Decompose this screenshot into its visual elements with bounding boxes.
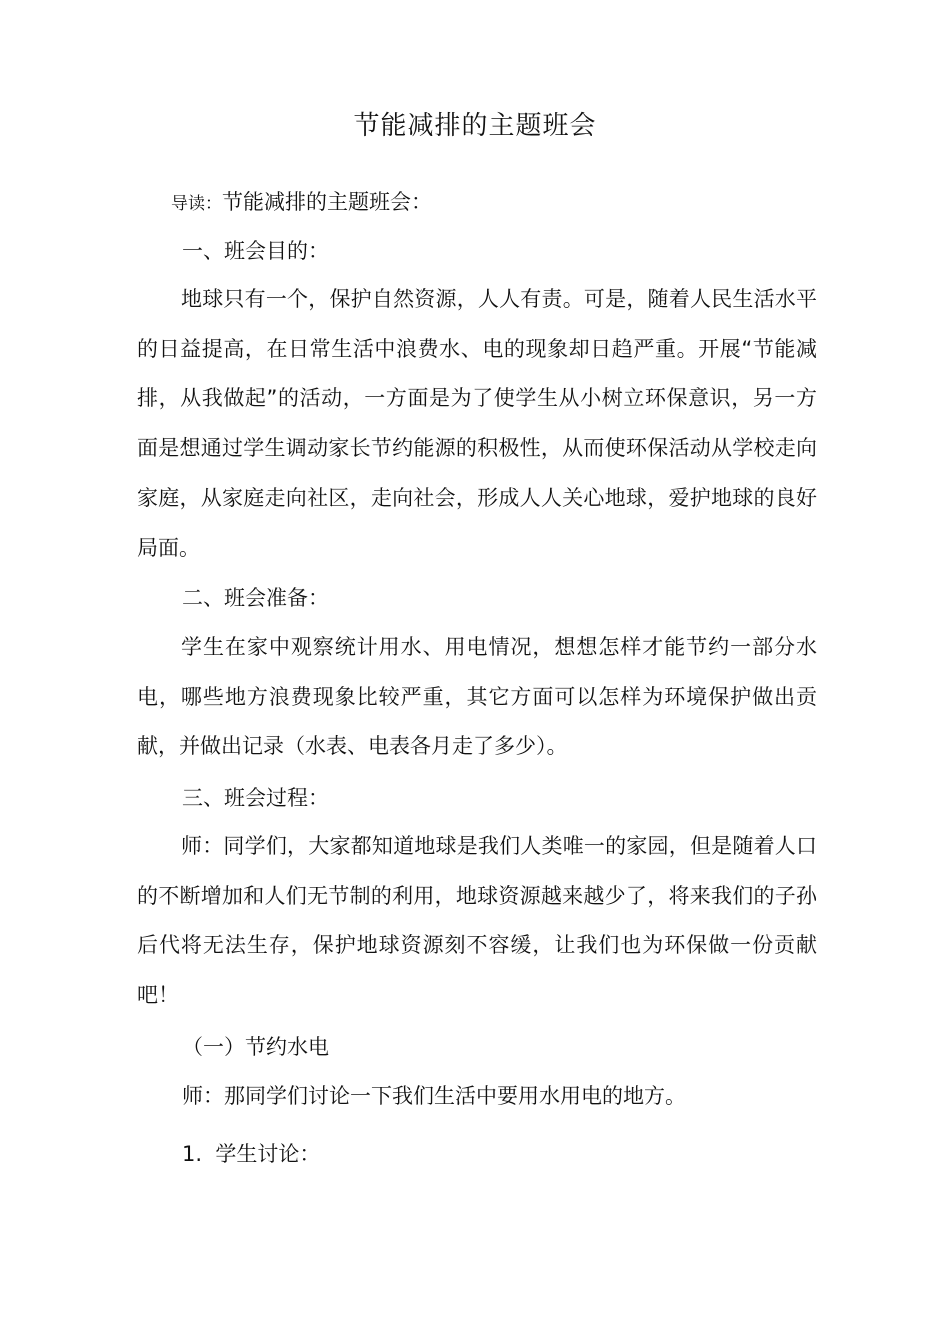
section3-paragraph: 师：同学们，大家都知道地球是我们人类唯一的家园，但是随着人口的不断增加和人们无节制的利用，地球资源越来越少了，将来我们的子孙后代将无法生存，保护地球资源刻不容缓，让我们也为环保做一份贡献吧！ [137,834,817,1008]
teacher-line: 师：那同学们讨论一下我们生活中要用水用电的地方。 [182,1084,686,1108]
section2-heading: 二、班会准备： [182,586,329,610]
intro-line [171,184,432,222]
section1-paragraph: 地球只有一个，保护自然资源，人人有责。可是，随着人民生活水平的日益提高，在日常生活中浪费水、电的现象却日趋严重。开展“节能减排，从我做起”的活动，一方面是为了使学生从小树立环保意识，另一方面是想通过学生调动家长节约能源的积极性，从而使环保活动从学校走向家庭，从家庭走向社区，走向社会，形成人人关心地球，爱护地球的良好局面。 [137,287,817,560]
document-title: 节能减排的主题班会 [353,111,597,141]
list-item-1 [182,1136,320,1172]
subsection1-heading: （一）节约水电 [182,1035,329,1059]
section2-paragraph: 学生在家中观察统计用水、用电情况，想想怎样才能节约一部分水电，哪些地方浪费现象比较严重，其它方面可以怎样为环境保护做出贡献，并做出记录（水表、电表各月走了多少）。 [137,635,817,759]
list-item-text: 学生讨论： [215,1142,321,1166]
list-item-number: 1. [182,1142,203,1166]
section1-heading: 一、班会目的： [182,239,329,263]
intro-label: 导读： [171,194,222,214]
intro-text: 节能减排的主题班会： [222,190,432,214]
section3-heading: 三、班会过程： [182,786,329,810]
